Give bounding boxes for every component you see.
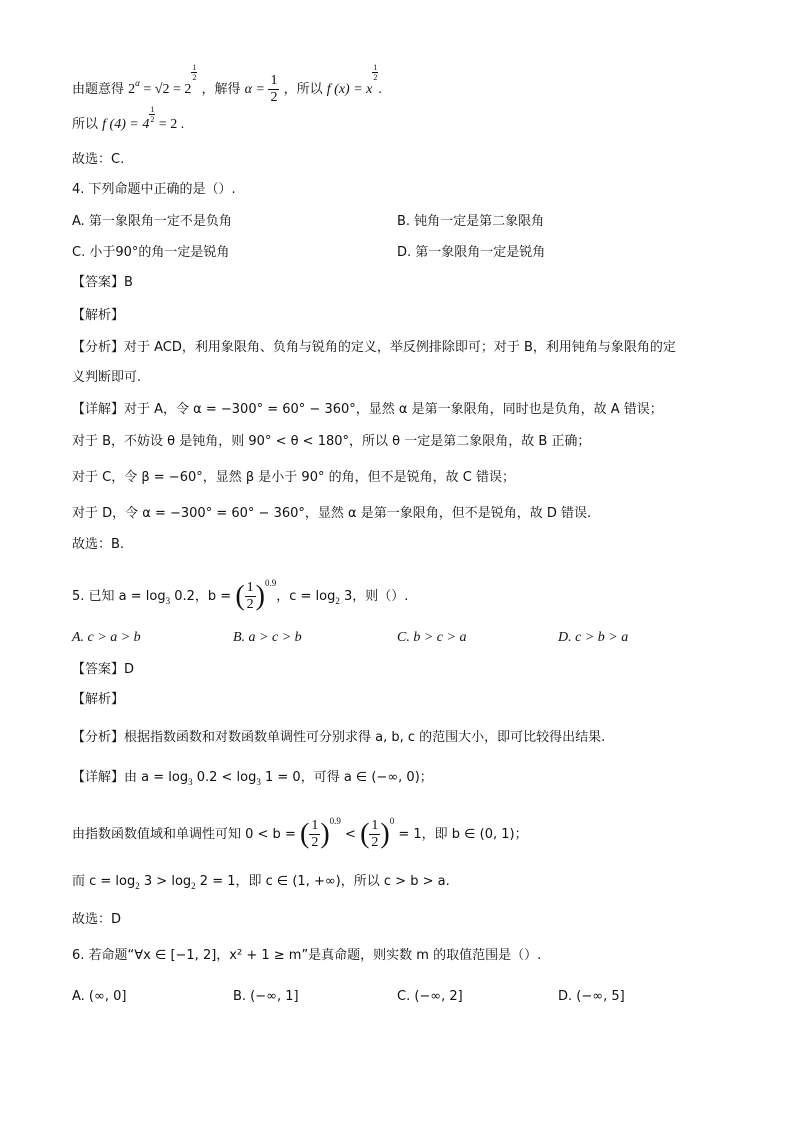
q5-option-b: B. a > c > b	[233, 630, 302, 645]
half-fraction	[369, 818, 380, 851]
q6-option-c: C. (−∞, 2]	[397, 989, 463, 1004]
fraction-den: 2	[246, 597, 254, 612]
q6-stem: 6. 若命题“∀x ∈ [−1, 2]，x² + 1 ≥ m”是真命题，则实数 m 的取值范围是（）.	[72, 948, 542, 963]
q5-analysis-line1: 【分析】根据指数函数和对数函数单调性可分别求得 a, b, c 的范围大小，即可比较得出结果.	[72, 730, 606, 745]
q5-option-a: A. c > a > b	[72, 630, 141, 645]
half-fraction-exp	[372, 63, 378, 82]
q5-answer: 【答案】D	[72, 662, 135, 677]
fraction-num: 1	[270, 73, 278, 88]
q4-choose: 故选：B.	[72, 537, 125, 552]
q4-analysis-line2: 义判断即可.	[72, 370, 142, 385]
fraction-num: 1	[371, 818, 379, 833]
math: = √2 = 2	[139, 82, 192, 97]
q4-option-c: C. 小于90°的角一定是锐角	[72, 245, 230, 260]
fraction-den: 2	[150, 115, 155, 124]
log-base: 3	[188, 777, 193, 787]
text: 所以	[72, 117, 99, 132]
q5-detail-line3	[72, 872, 450, 892]
fraction-den: 2	[270, 90, 278, 105]
log-base: 3	[165, 596, 171, 606]
text: 由题意得	[72, 82, 125, 97]
half-fraction-exp	[149, 105, 155, 124]
q4-option-a: A. 第一象限角一定不是负角	[72, 214, 232, 229]
math-exp: α	[135, 78, 140, 88]
q5-analysis-head: 【解析】	[72, 692, 125, 707]
text: ，解得	[201, 82, 241, 97]
text: 0.2，b =	[170, 589, 236, 604]
math: α =	[244, 82, 269, 97]
paren-right: )	[380, 818, 390, 850]
q4-analysis-head: 【解析】	[72, 308, 125, 323]
q4-option-d: D. 第一象限角一定是锐角	[397, 245, 546, 260]
q4-detail-line2: 对于 B，不妨设 θ 是钝角，则 90° < θ < 180°，所以 θ 一定是第二象限角，故 B 正确；	[72, 434, 591, 449]
q6-option-a: A. (∞, 0]	[72, 989, 127, 1004]
paren-left: (	[360, 818, 370, 850]
fraction-den: 2	[371, 835, 379, 850]
q6-option-d: D. (−∞, 5]	[558, 989, 625, 1004]
text: 5. 已知 a = log	[72, 589, 166, 604]
fraction-den: 2	[192, 73, 197, 82]
q4-stem: 4. 下列命题中正确的是（）.	[72, 182, 236, 197]
text: 1 = 0，可得 a ∈ (−∞, 0)；	[260, 770, 433, 785]
fraction-num: 1	[373, 63, 378, 72]
paren-left: (	[299, 818, 310, 850]
fraction-den: 2	[373, 73, 378, 82]
text: 2 = 1，即 c ∈ (1, +∞)，所以 c > b > a.	[195, 874, 450, 889]
math: = 2 .	[155, 117, 185, 132]
half-fraction	[191, 63, 197, 82]
q5-stem	[72, 580, 408, 613]
q4-detail-line1: 【详解】对于 A，令 α = −300° = 60° − 360°，显然 α 是第一象限角，同时也是负角，故 A 错误；	[72, 402, 663, 417]
fraction-num: 1	[150, 105, 155, 114]
paren-left: (	[235, 580, 245, 612]
text: ，c = log	[276, 589, 336, 604]
q5-detail-line1	[72, 768, 433, 788]
paren-right: )	[255, 580, 265, 612]
q5-option-d: D. c > b > a	[558, 630, 629, 645]
math: 2	[128, 82, 136, 97]
math: f (x) = x	[326, 82, 373, 97]
fraction-den: 2	[311, 835, 319, 850]
q5-detail-line2	[72, 818, 528, 851]
log-base: 2	[335, 596, 340, 606]
math: .	[378, 82, 382, 97]
q5-choose: 故选：D	[72, 912, 122, 927]
half-fraction	[309, 818, 320, 851]
q4-detail-line4: 对于 D，令 α = −300° = 60° − 360°，显然 α 是第一象限角，但不是锐角，故 D 错误.	[72, 506, 592, 521]
log-base: 2	[135, 881, 140, 891]
q5-option-c: C. b > c > a	[397, 630, 467, 645]
paren-right: )	[320, 818, 330, 850]
text: 3 > log	[139, 874, 192, 889]
log-base: 2	[191, 881, 196, 891]
math: f (4) = 4	[102, 117, 150, 132]
q4-answer: 【答案】B	[72, 275, 133, 290]
text: 由指数函数值域和单调性可知 0 < b =	[72, 827, 300, 842]
q3-solution-line2	[72, 105, 185, 135]
fraction-num: 1	[246, 580, 254, 595]
fraction-num: 1	[192, 63, 197, 72]
exponent: 0	[389, 816, 395, 826]
exponent: 0.9	[264, 578, 277, 588]
q6-option-b: B. (−∞, 1]	[233, 989, 299, 1004]
q4-analysis-line1: 【分析】对于 ACD，利用象限角、负角与锐角的定义，举反例排除即可；对于 B，利用钝角与象限角的定	[72, 340, 676, 355]
q4-option-b: B. 钝角一定是第二象限角	[397, 214, 545, 229]
q3-choose: 故选：C.	[72, 152, 125, 167]
exponent: 0.9	[329, 816, 341, 826]
text: <	[340, 827, 361, 842]
text: 0.2 < log	[192, 770, 257, 785]
half-fraction	[245, 580, 256, 613]
alpha-fraction	[268, 73, 279, 106]
text: 【详解】由 a = log	[72, 770, 189, 785]
log-base: 3	[256, 777, 261, 787]
text: ，所以	[283, 82, 323, 97]
text: 3，则（）.	[339, 589, 409, 604]
q4-detail-line3: 对于 C，令 β = −60°，显然 β 是小于 90° 的角，但不是锐角，故 C 错误；	[72, 470, 515, 485]
text: = 1，即 b ∈ (0, 1)；	[394, 827, 528, 842]
q3-solution-line1	[72, 63, 382, 106]
fraction-num: 1	[311, 818, 319, 833]
text: 而 c = log	[72, 874, 136, 889]
